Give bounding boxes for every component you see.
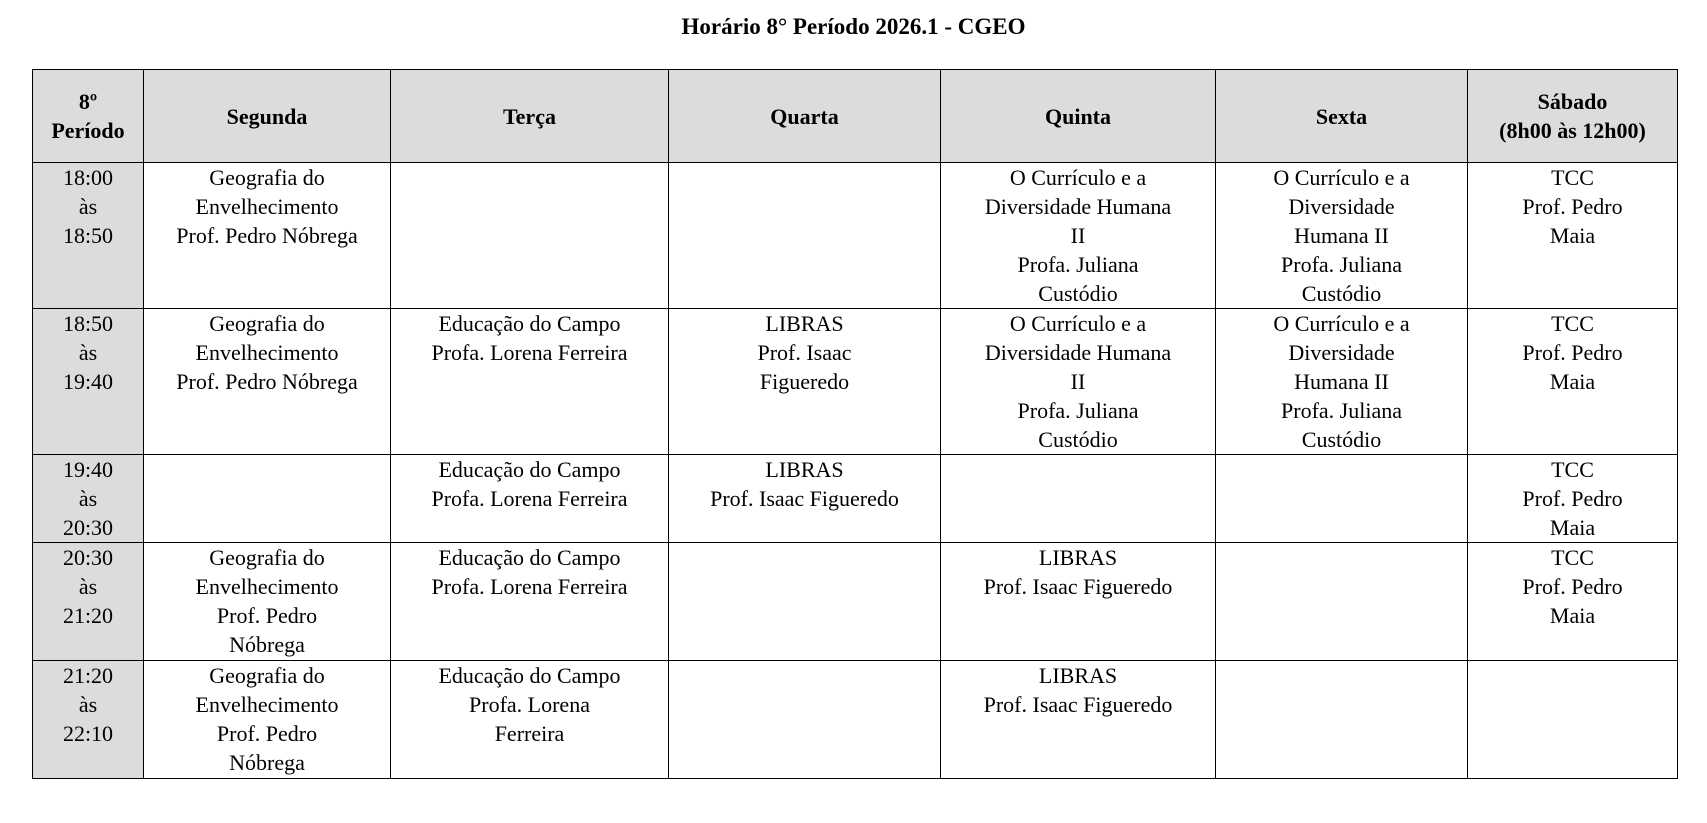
class-cell-line: Prof. Pedro xyxy=(1522,340,1623,365)
class-cell-quarta xyxy=(669,543,941,661)
class-cell-line: Prof. Pedro xyxy=(1522,574,1623,599)
class-cell-line: Nóbrega xyxy=(229,750,305,775)
class-cell-quinta xyxy=(941,163,1216,309)
class-cell-line: Envelhecimento xyxy=(195,340,339,365)
class-cell-line: Envelhecimento xyxy=(195,692,339,717)
class-cell-quinta xyxy=(941,543,1216,661)
class-cell-line: Educação do Campo xyxy=(438,311,621,336)
page-title: Horário 8° Período 2026.1 - CGEO xyxy=(681,14,1026,39)
class-cell-line: O Currículo e a xyxy=(1009,165,1147,190)
time-slot-line: 21:20 xyxy=(62,663,114,688)
class-cell-segunda xyxy=(144,309,391,455)
class-cell-quinta xyxy=(941,455,1216,543)
time-slot-line: às xyxy=(78,194,98,219)
class-cell-line: Prof. Pedro Nóbrega xyxy=(176,369,358,394)
class-cell-line: II xyxy=(1070,369,1086,394)
class-cell-line: Profa. Juliana xyxy=(1281,398,1402,423)
time-slot-line: 19:40 xyxy=(62,369,114,394)
class-cell-line: Humana II xyxy=(1294,223,1389,248)
class-cell-line: Custódio xyxy=(1301,427,1382,452)
class-cell-quinta xyxy=(941,661,1216,779)
class-cell-line: Prof. Isaac Figueredo xyxy=(710,486,899,511)
class-cell-line: Prof. Isaac Figueredo xyxy=(983,574,1173,599)
class-cell-line: LIBRAS xyxy=(765,311,844,336)
class-cell-sabado xyxy=(1468,455,1678,543)
class-cell-line: Profa. Lorena Ferreira xyxy=(431,340,628,365)
class-cell-line: Prof. Pedro Nóbrega xyxy=(176,223,358,248)
class-cell-line: Envelhecimento xyxy=(195,574,339,599)
class-cell-line: Humana II xyxy=(1294,369,1389,394)
class-cell-line: Maia xyxy=(1549,603,1596,628)
class-cell-sabado xyxy=(1468,309,1678,455)
class-cell-line: Profa. Lorena Ferreira xyxy=(431,574,628,599)
class-cell-quinta xyxy=(941,309,1216,455)
class-cell-line: TCC xyxy=(1551,311,1594,336)
time-slot-line: 18:50 xyxy=(62,223,114,248)
time-slot-line: 20:30 xyxy=(62,515,114,540)
class-cell-line: Profa. Juliana xyxy=(1017,252,1139,277)
class-cell-line: O Currículo e a xyxy=(1273,165,1410,190)
class-cell-line: Diversidade xyxy=(1288,340,1395,365)
class-cell-line: Profa. Juliana xyxy=(1281,252,1402,277)
class-cell-line: Diversidade Humana xyxy=(984,194,1172,219)
time-slot-cell xyxy=(33,543,144,661)
class-cell-line: TCC xyxy=(1551,457,1594,482)
class-cell-segunda xyxy=(144,455,391,543)
class-cell-line: Figueredo xyxy=(759,369,850,394)
class-cell-line: Profa. Lorena Ferreira xyxy=(431,486,628,511)
header-day-quinta: Quinta xyxy=(941,70,1216,163)
class-cell-line: LIBRAS xyxy=(765,457,844,482)
class-cell-line: Prof. Pedro xyxy=(1522,194,1623,219)
class-cell-line: Profa. Lorena xyxy=(469,692,590,717)
class-cell-line: Geografia do xyxy=(209,165,325,190)
time-slot-cell xyxy=(33,309,144,455)
class-cell-line: LIBRAS xyxy=(1038,663,1118,688)
class-cell-quarta xyxy=(669,661,941,779)
class-cell-line: Diversidade xyxy=(1288,194,1395,219)
class-cell-line: Maia xyxy=(1549,515,1596,540)
header-day-quarta: Quarta xyxy=(669,70,941,163)
class-cell-line: TCC xyxy=(1551,545,1594,570)
schedule-table xyxy=(32,69,1678,779)
class-cell-sexta xyxy=(1216,455,1468,543)
table-row xyxy=(33,661,1678,779)
class-cell-line: Maia xyxy=(1549,369,1596,394)
class-cell-line: Geografia do xyxy=(209,663,325,688)
class-cell-line: Diversidade Humana xyxy=(984,340,1172,365)
class-cell-line: LIBRAS xyxy=(1038,545,1118,570)
class-cell-line: Educação do Campo xyxy=(438,545,621,570)
time-slot-line: 19:40 xyxy=(62,457,114,482)
header-period: 8º Período xyxy=(33,70,144,163)
class-cell-line: Custódio xyxy=(1301,281,1382,306)
class-cell-line: Maia xyxy=(1549,223,1596,248)
class-cell-line: TCC xyxy=(1551,165,1594,190)
header-day-sexta: Sexta xyxy=(1216,70,1468,163)
class-cell-line: Profa. Juliana xyxy=(1017,398,1139,423)
time-slot-line: às xyxy=(78,486,98,511)
class-cell-line: Prof. Pedro xyxy=(216,721,318,746)
class-cell-line: Nóbrega xyxy=(229,632,305,657)
class-cell-line: Educação do Campo xyxy=(438,663,621,688)
table-row xyxy=(33,309,1678,455)
class-cell-line: Prof. Isaac xyxy=(757,340,852,365)
class-cell-terca xyxy=(391,163,669,309)
class-cell-line: Prof. Pedro xyxy=(216,603,318,628)
time-slot-cell xyxy=(33,163,144,309)
class-cell-line: II xyxy=(1070,223,1086,248)
table-row xyxy=(33,543,1678,661)
class-cell-quarta xyxy=(669,455,941,543)
time-slot-line: às xyxy=(78,574,98,599)
class-cell-sabado xyxy=(1468,163,1678,309)
time-slot-line: 21:20 xyxy=(62,603,114,628)
class-cell-line: O Currículo e a xyxy=(1273,311,1410,336)
time-slot-line: 18:50 xyxy=(62,311,114,336)
time-slot-line: às xyxy=(78,692,98,717)
class-cell-line: Prof. Pedro xyxy=(1522,486,1623,511)
class-cell-sabado xyxy=(1468,543,1678,661)
class-cell-line: Prof. Isaac Figueredo xyxy=(983,692,1173,717)
table-row xyxy=(33,163,1678,309)
class-cell-sexta xyxy=(1216,309,1468,455)
class-cell-terca xyxy=(391,455,669,543)
class-cell-sexta xyxy=(1216,163,1468,309)
class-cell-segunda xyxy=(144,661,391,779)
header-day-terca: Terça xyxy=(391,70,669,163)
time-slot-cell xyxy=(33,661,144,779)
class-cell-line: Geografia do xyxy=(209,311,325,336)
time-slot-cell xyxy=(33,455,144,543)
header-day-sabado: Sábado (8h00 às 12h00) xyxy=(1468,70,1678,163)
class-cell-line: Custódio xyxy=(1038,427,1118,452)
time-slot-line: 22:10 xyxy=(62,721,114,746)
time-slot-line: às xyxy=(78,340,98,365)
class-cell-quarta xyxy=(669,309,941,455)
class-cell-sexta xyxy=(1216,661,1468,779)
table-row xyxy=(33,455,1678,543)
class-cell-line: Custódio xyxy=(1038,281,1118,306)
header-row xyxy=(33,70,1678,163)
class-cell-line: Geografia do xyxy=(209,545,325,570)
class-cell-terca xyxy=(391,661,669,779)
time-slot-line: 18:00 xyxy=(62,165,114,190)
class-cell-line: O Currículo e a xyxy=(1009,311,1147,336)
class-cell-terca xyxy=(391,543,669,661)
class-cell-segunda xyxy=(144,543,391,661)
header-day-segunda: Segunda xyxy=(144,70,391,163)
class-cell-sabado xyxy=(1468,661,1678,779)
class-cell-segunda xyxy=(144,163,391,309)
class-cell-sexta xyxy=(1216,543,1468,661)
class-cell-line: Ferreira xyxy=(494,721,565,746)
class-cell-line: Envelhecimento xyxy=(195,194,339,219)
class-cell-line: Educação do Campo xyxy=(438,457,621,482)
class-cell-terca xyxy=(391,309,669,455)
time-slot-line: 20:30 xyxy=(62,545,114,570)
class-cell-quarta xyxy=(669,163,941,309)
